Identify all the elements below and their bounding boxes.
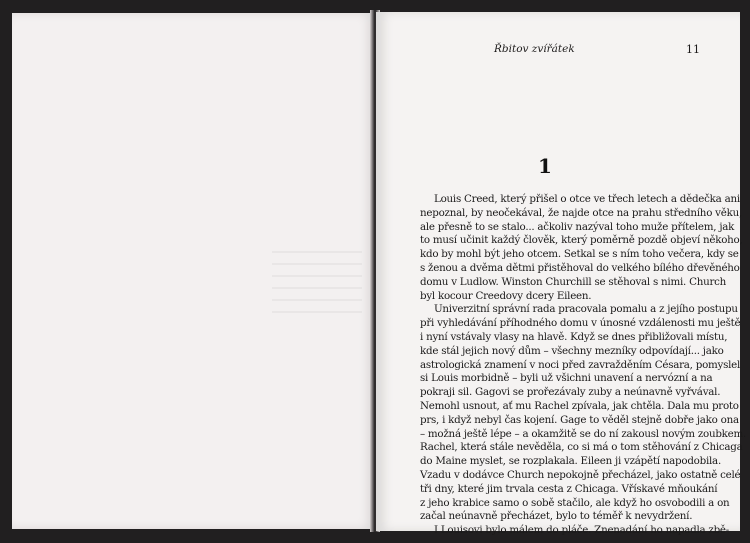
text-line: do Maine myslet, se rozplakala. Eileen ji vzápětí napodobila. — [420, 455, 721, 468]
text-line: Louis Creed, který přišel o otce ve třech letech a dědečka ani — [434, 193, 740, 205]
bleed-through-lines — [272, 251, 362, 323]
text-line: byl kocour Creedovy dcery Eileen. — [420, 289, 592, 302]
text-line: z jeho krabice samo o sobě stačilo, ale když ho osvobodili a on — [420, 496, 730, 509]
text-line: při vyhledávání příhodného domu v únosné vzdálenosti mu ještě — [420, 317, 741, 330]
text-line: si Louis morbidně – byli už všichni unavení a nervózní a na — [420, 372, 713, 385]
paragraph-3 — [420, 524, 729, 538]
paragraph-2 — [420, 303, 747, 524]
text-line: kdo by mohl být jeho otcem. Setkal se s ním toho večera, kdy se — [420, 248, 739, 261]
page-number: 11 — [686, 43, 700, 56]
text-line: začal neúnavně přecházet, bylo to téměř k nevydržení. — [420, 510, 693, 523]
text-line: domu v Ludlow. Winston Churchill se stěhoval s nimi. Church — [420, 275, 727, 288]
text-line: ale přesně to se stalo... ačkoliv nazýval toho muže přítelem, jak — [420, 220, 735, 233]
chapter-number: 1 — [538, 154, 552, 178]
text-line: I Louisovi bylo málem do pláče. Znenadání ho napadla zbě- — [434, 524, 729, 537]
text-line: i nyní vstávaly vlasy na hlavě. Když se dnes přibližovali místu, — [420, 330, 728, 343]
text-line: pokraji sil. Gagovi se prořezávaly zuby a neúnavně vyřvával. — [420, 386, 721, 399]
text-line: Nemohl usnout, ať mu Rachel zpívala, jak chtěla. Dala mu proto — [420, 399, 739, 412]
paragraph-1 — [420, 193, 743, 303]
text-line: Univerzitní správní rada pracovala pomalu a z jejího postupu — [434, 303, 738, 316]
text-line: tři dny, které jim trvala cesta z Chicaga. Vřískavé mňoukání — [420, 482, 718, 495]
running-head: Řbitov zvířátek — [494, 43, 575, 55]
left-page — [12, 13, 374, 529]
text-line: astrologická znamení v noci před zavražděním Césara, pomyslel — [420, 358, 741, 371]
text-line: s ženou a dvěma dětmi přistěhoval do velkého bílého dřevěného — [420, 261, 740, 274]
text-line: nepoznal, by neočekával, že najde otce na prahu středního věku, — [420, 206, 742, 219]
text-line: prs, i když nebyl čas kojení. Gage to věděl stejně dobře jako ona — [420, 413, 739, 426]
text-line: – možná ještě lépe – a okamžitě se do ní zakousl novým zoubkem. — [420, 427, 747, 440]
text-line: kde stál jejich nový dům – všechny mezníky odpovídají... jako — [420, 344, 724, 357]
chapter-body — [420, 193, 747, 538]
text-line: Rachel, která stále nevěděla, co si má o tom stěhování z Chicaga — [420, 441, 743, 454]
text-line: Vzadu v dodávce Church nepokojně přecházel, jako ostatně celé — [420, 468, 741, 481]
text-line: to musí učinit každý člověk, který poměrně pozdě objeví někoho, — [420, 234, 743, 247]
